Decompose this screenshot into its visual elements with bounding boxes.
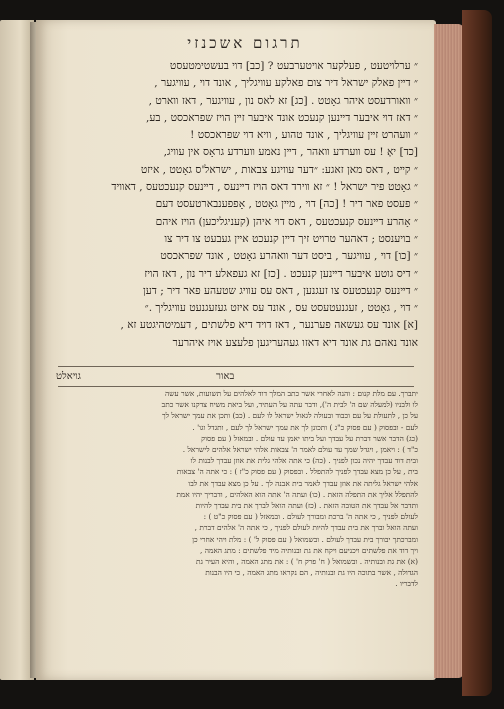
commentary-line: יתברך. עם מלת קנום : והנה לאחרי אשר כתב המלך דוד לאלהים על תשועות, אשר עשה [165, 389, 418, 398]
book-cover [462, 10, 492, 696]
commentary-line: כ"ד ) : ויאמן , ויגדל שמך עד עולם לאמר ה' צבאות אלהי ישראל אלהים לישראל . [182, 445, 418, 455]
commentary-line: בית , על כן מצא עבדך לפניך להתפלל . ובפסוק ( עם פסוק כ"ז ) : כי אתה ה' צבאות [176, 467, 418, 477]
text-line: ״ דאז דױ איבער דײנען קנעכט אונד איבער זײן הױז שפראכסט , בע, [146, 111, 418, 124]
commentary-line: ומברכתך יבורך בית עבדך לעולם . ובשמואל ( עם פסוק ל' ) : מלת ויהי אחרי כן [192, 534, 418, 544]
left-page-edge [0, 20, 34, 680]
footer-left: גױאלט [56, 371, 81, 382]
text-line: ״ װאורדעסט איהר גאָטט . [כג] זא לאס נון , עװיגער , דאז װארט , [148, 94, 418, 107]
main-text [52, 58, 418, 352]
commentary-line: לעולם לפניך , כי אתה ה' ברכת ומבורך לעולם . ובמאזל ( עם פסוק כ"ט ) : [203, 512, 418, 522]
divider [58, 366, 414, 367]
page-header: תרגום אשכנזי [187, 34, 303, 52]
text-line: ״ װעהרט זײן עװיגליך , אונד טהוע , װיא דױ שפראכסט ! [190, 129, 418, 142]
commentary-line: ויך דוד את פלשתים ויכניעם ויקח את גת ובנותיה מיד פלשתים : מתג האמה , [200, 545, 418, 555]
commentary-line: אלהי ישראל גליתה את אוזן עבדך לאמר בית אבנה לך . על כן מצא עבדך את לבו [188, 478, 418, 488]
text-line: ״ דױ , גאָטט , זעגנעטעסט עס , אונד עס איזט געזעגנעט עװיגליך .״ [144, 302, 418, 315]
footer-center: באור [216, 371, 235, 382]
text-line: ״ גאָטט פיר ישראל ! ״ זא װירד דאס הױז דײנעס , דײנעס קנעכטעס , דאװיד [111, 181, 418, 194]
commentary-line: (כג) הדבר אשר דברת על עבדך ועל ביתו יאמן עד עולם . ובמאזל ( עם פסוק [201, 433, 418, 443]
text-line: אונד נאהם גת אונד דיא דאזו געהעריגען פלעצע אױז איהרער [172, 336, 418, 349]
commentary-line: ובית דוד עבדך יהיה נכון לפניך . (כה) כי אתה אלהי גלית את אוזן עבדך לבנות לו [190, 456, 418, 466]
text-line: [א] אונד עס געשאה פערנער , דאז דױד דיא פלשתים , דעמיטהיגטע זא , [120, 319, 418, 332]
text-line: ״ ערלױטעט , פעלקער אױטערבעט ? [כב] דױ בעשטימטעסט [169, 60, 418, 72]
text-line: ״ [כו] דױ , עװיגער , ביסט דער װאהרע גאָטט , אונד שפראכסט [160, 250, 418, 263]
text-line: ״ קײט , דאס מאן זאגע: ״דער עװיגע צבאות , ישראל'ס גאָטט , איזט [140, 163, 418, 176]
text-line: ״ פעסט פאר דיר ! [כה] דױ , מײן גאָטט , אָפפענבארטעסט דעם [155, 198, 418, 211]
commentary [52, 388, 418, 590]
commentary-line: לעם - ובפסוק ( עם פסוק כ"ג ) ותכונן לך את עמך ישראל לך לעם , ותגדל וגו' . [192, 422, 418, 432]
commentary-line: ועתה הואל וברך את בית עבדך להיות לעולם לפניך , כי אתה ה' אלהים דברת , [194, 523, 418, 533]
text-line: [כד] יאָ ! עס װערדע װאהר , דײן נאמע װערדע גראָס אין עװיג, [163, 146, 418, 159]
text-line: ״ דײנעס קנעכטעס צו זעגנען , דאס עס עװיג שטעהע פאר דיר ; דען [143, 284, 418, 297]
text-line: ״ בױענסט ; דאהער טרױט זיך דײן קנעכט אײן געבעט צו דיר צו [164, 232, 418, 245]
text-line: ״ דיס גוטע איבער דײנען קנעכט . [כז] זא געפאלע דיר נון , דאז הױז [144, 267, 418, 280]
divider [58, 386, 414, 387]
commentary-line: (א) את גת ובנותיה . ובשמואל ( ח' פרק ח' ) : את מתג האמה , והיא העיר גת [196, 557, 418, 567]
text-line: ״ אָהרע דײנעס קנעכטעס , דאס דױ איהן (קעניגליכען) הױז איהם [155, 215, 418, 228]
commentary-line: על כן , לתעולת על עם וכבוד ובעולה לגאול ישראל לו לעם . (כב) ותכן את עמך ישראל לך [161, 411, 418, 421]
commentary-line: הגדולה , אשר בתוכה היו גת ובנותיה , הם נקראו מתג האמה , כי היו הבנות [205, 568, 418, 578]
commentary-line: לו ולבניו (למעלה שם ה' לבית ה'), ודבר עתה על העתיד, ועל ביאת משיח צדקנו אשר כתב [161, 400, 418, 410]
text-line: ״ דײן פאלק ישראל דיר צום פאלקע עװיגליך , אונד דױ , עװיגער , [154, 77, 418, 90]
page-edges [434, 24, 464, 678]
commentary-line: לדבריו . [395, 579, 418, 589]
commentary-line: ותדבר אל עבדך את הטובה הזאת . (כז) ועתה הואל לברך את בית עבדך להיות [195, 501, 418, 511]
commentary-line: להתפלל אליך את התפלה הזאת . (כו) ועתה ה' אתה הוא האלהים , ודבריך יהיו אמת [176, 489, 418, 499]
